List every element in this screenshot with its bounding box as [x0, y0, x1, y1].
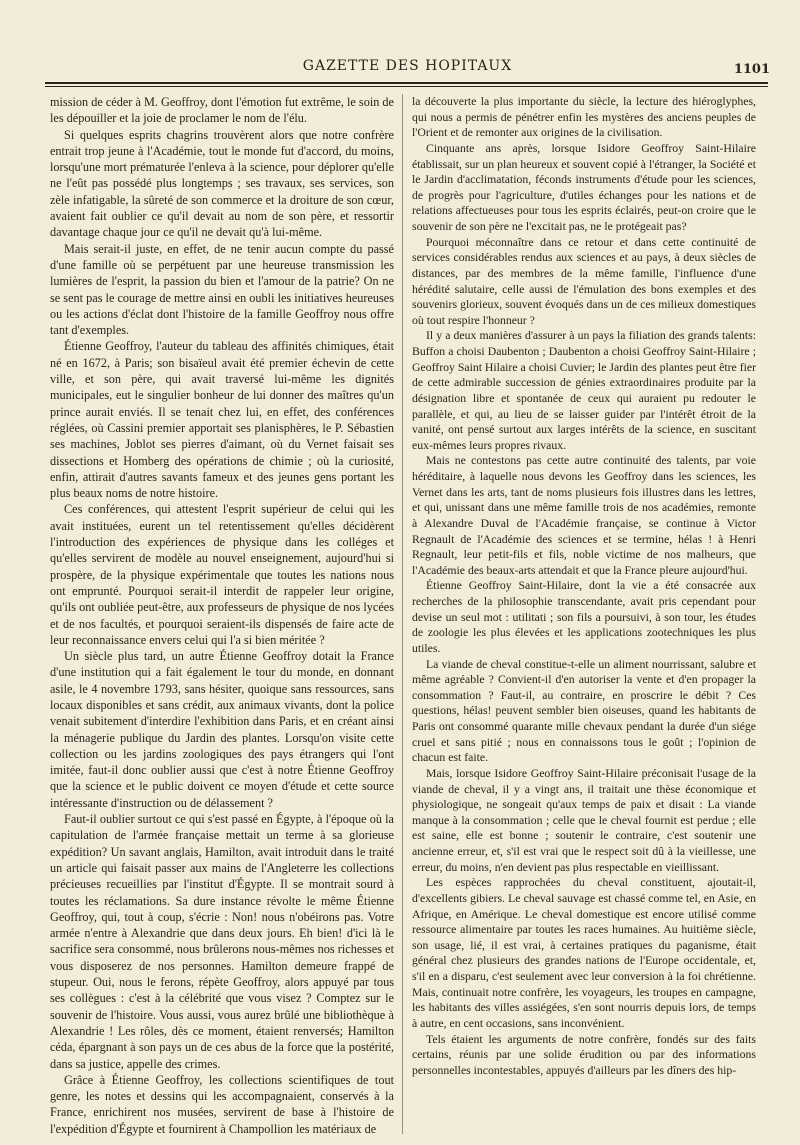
paragraph: Tels étaient les arguments de notre confrère, fondés sur des faits certains, réunis par une solide érudition ou par des informations personnelles incontestables, appuyés d'ailleurs par les dîners des hip-: [412, 1032, 756, 1077]
paragraph: Un siècle plus tard, un autre Étienne Geoffroy dotait la France d'une institution qui a fait également le tour du monde, en donnant asile, le 4 novembre 1793, sans hésiter, quoique sans ressources, sans locaux disponibles et sans crédit, aux animaux vivants, dont la police venait subitement d'interdire l'exhibition dans Paris, et en créant ainsi la ménagerie publique du Jardin des plantes. Lorsqu'on visite cette collection ou les jardins zoologiques des pays étrangers qui l'ont imitée, faut-il donc oublier aussi que c'est à notre Étienne Geoffroy que la science et le public doivent ce moyen d'étude et cette source intéressante d'instruction ou de délassement ?: [50, 649, 394, 810]
paragraph: Pourquoi méconnaître dans ce retour et dans cette continuité de services considérables rendus aux sciences et au pays, à deux siècles de distances, par des membres de la même famille, l'influence d'une hérédité salutaire, celle aussi de l'émulation des bons exemples et des souvenirs glorieux, souvent évoqués dans un de ces milieux domestiques où tout respire l'honneur ?: [412, 235, 756, 327]
column-divider: [402, 94, 403, 1134]
paragraph: la découverte la plus importante du siècle, la lecture des hiéroglyphes, qui nous a permis de pénétrer enfin les mystères des anciens peuples de l'Orient et de remonter aux origines de la civilisation.: [412, 95, 756, 140]
paragraph: mission de céder à M. Geoffroy, dont l'émotion fut extrême, le soin de les dépouiller et la joie de proclamer le nom de l'élu.: [50, 95, 394, 126]
paragraph: La viande de cheval constitue-t-elle un aliment nourrissant, salubre et même agréable ? Convient-il d'en autoriser la vente et d'en propager la consommation ? Faut-il, au contraire, en proscrire le débit ? Ces questions, hélas! peuvent sembler bien oiseuses, quand les habitants de Paris ont consommé quarante mille chevaux pendant la durée d'un siége cruel et sans pitié ; nous en connaissons tous le goût ; l'opinion de chacun est faite.: [412, 657, 756, 765]
left-column: [50, 94, 394, 1137]
paragraph: Il y a deux manières d'assurer à un pays la filiation des grands talents: Buffon a choisi Daubenton ; Daubenton a choisi Geoffroy Saint-Hilaire ; Geoffroy Saint Hilaire a choisi Cuvier; le Jardin des plantes peut être fier de cette admirable succession de génies extraordinaires produite par la désignation libre et spontanée de ceux qui auraient pu redouter le parallèle, et qui, au lieu de se laisser guider par l'intérêt étroit de la vanité, ont pensé surtout aux larges intérêts de la science, en suscitant eux-mêmes leurs propres rivaux.: [412, 329, 756, 452]
right-column: [412, 94, 756, 1078]
header-rule-thin: [45, 86, 768, 87]
page-header: [45, 58, 770, 80]
paragraph: Les espèces rapprochées du cheval constituent, ajoutait-il, d'excellents gibiers. Le cheval sauvage est chassé comme tel, en Asie, en Afrique, en Amérique. Le cheval domestique est encore utilisé comme ressource alimentaire par toutes les races humaines. Au huitième siècle, son usage, lié, il est vrai, à certaines pratiques du paganisme, était général chez plusieurs des grandes nations de l'Europe occidentale, et, s'il en a disparu, c'est seulement avec leur conversion à la foi chrétienne. Mais, continuait notre confrère, les voyageurs, les troupes en campagne, les habitants des villes assiégées, s'en sont nourris depuis lors, de temps à autre, en cent occasions, sans inconvénient.: [412, 876, 756, 1030]
header-rule-thick: [45, 82, 768, 84]
paragraph: Étienne Geoffroy, l'auteur du tableau des affinités chimiques, était né en 1672, à Paris; son bisaïeul avait été premier échevin de cette ville, et son père, qui avait traversé lui-même les dignités municipales, eut le singulier bonheur de lui donner des maîtres qu'un prince aurait enviés. Il se tenait chez lui, en effet, des conférences réglées, où Cassini premier apportait ses planisphères, le P. Sébastien ses machines, Joblot ses pierres d'aimant, où du Vernet faisait ses dissections et Homberg des opérations de chimie ; où la curiosité, enfin, attirait d'autres savants fameux et des jeunes gens portant les plus beaux noms de notre histoire.: [50, 339, 394, 501]
page-number: 1101: [733, 62, 770, 77]
paragraph: Si quelques esprits chagrins trouvèrent alors que notre confrère entrait trop jeune à l'Académie, tout le monde fut d'accord, du moins, lorsqu'une mort prématurée l'enleva à la science, pour déplorer qu'elle ne l'eût pas possédé plus longtemps ; ses travaux, ses services, son zèle infatigable, la sûreté de son commerce et la droiture de son cœur, avaient fait oublier ce qu'il devait au nom de son père, et ressortir davantage chaque jour ce qu'il ne devait qu'à lui-même.: [50, 127, 394, 240]
paragraph: Mais serait-il juste, en effet, de ne tenir aucun compte du passé d'une famille où se perpétuent par une heureuse transmission les lumières de l'esprit, la passion du bien et l'amour de la patrie? On ne se sent pas le courage de mettre ainsi en oubli les initiatives heureuses ou les actions d'éclat dont l'histoire de la famille Geoffroy nous offre tant d'exemples.: [50, 241, 394, 338]
paragraph: Mais ne contestons pas cette autre continuité des talents, par voie héréditaire, à laquelle nous devons les Geoffroy dans les sciences, les Vernet dans les arts, tant de noms plusieurs fois illustres dans les lettres, et qui, unissant dans une même famille trois de nos académies, remonte à Alexandre Duval de l'Académie française, se continue à Victor Regnault de l'Académie des sciences et se termine, hélas ! à Henri Regnault, leur petit-fils et fils, noble victime de nos malheurs, que l'Académie des beaux-arts attendait et que la France pleure aujourd'hui.: [412, 454, 756, 577]
paragraph: Mais, lorsque Isidore Geoffroy Saint-Hilaire préconisait l'usage de la viande de cheval, il y a vingt ans, il traitait une thèse économique et physiologique, ne songeait qu'aux temps de paix et disait : La viande manque à la consommation ; celle que le cheval fournit est perdue ; elle est saine, elle est bonne ; soutenir le contraire, c'est soutenir une ancienne erreur, et, s'il est vrai que le respect soit dû à la vieillesse, une erreur, du moins, n'en devient pas plus respectable en vieillissant.: [412, 766, 756, 874]
masthead-title: GAZETTE DES HOPITAUX: [302, 58, 513, 74]
paragraph: Ces conférences, qui attestent l'esprit supérieur de celui qui les avait instituées, eurent un tel retentissement qu'elles décidèrent l'introduction des expériences de physique dans les colléges et qu'elles servirent de modèle au nouvel enseignement, aujourd'hui si prospère, de la physique expérimentale que toutes les nations nous ont emprunté. Pourquoi serait-il interdit de rappeler leur origine, qu'ils ont oubliée peut-être, aux professeurs de physique de nos lycées et de nos facultés, et pourquoi seraient-ils dispensés de faire acte de leur reconnaissance envers celui qui l'a si bien méritée ?: [50, 502, 394, 647]
paragraph: Étienne Geoffroy Saint-Hilaire, dont la vie a été consacrée aux recherches de la philosophie transcendante, avait pris cependant pour devise un seul mot : utilitati ; son fils a poursuivi, à son tour, les études de zoologie les plus élevées et les applications zootechniques les plus utiles.: [412, 579, 756, 655]
paragraph: Grâce à Étienne Geoffroy, les collections scientifiques de tout genre, les notes et dessins qui les accompagnaient, conservés à la France, enrichirent nos musées, servirent de base à l'histoire de l'expédition d'Égypte et fournirent à Champollion les matériaux de: [50, 1072, 394, 1136]
paragraph: Cinquante ans après, lorsque Isidore Geoffroy Saint-Hilaire établissait, sur un plan heureux et souvent copié à l'étranger, la Société et le Jardin d'acclimatation, féconds instruments d'étude pour les sciences, de progrès pour l'agriculture, d'utiles échanges pour les nations et de relations affectueuses pour tous les esprits éclairés, peut-on croire que le souvenir de son père ne l'excitait pas, ne le protégeait pas?: [412, 141, 756, 233]
paragraph: Faut-il oublier surtout ce qui s'est passé en Égypte, à l'époque où la capitulation de l'armée française mettait un terme à sa glorieuse expédition? Un savant anglais, Hamilton, avait introduit dans le traité un article qui faisait passer aux mains de l'Angleterre les collections précieuses recueillies par l'institut d'Égypte. Il se montrait sourd à toutes les réclamations. Sa dure instance révolte le même Étienne Geoffroy, qui, tout à coup, s'écrie : Non! nous n'obéirons pas. Votre armée n'entre à Alexandrie que dans deux jours. Eh bien! d'ici là le sacrifice sera consommé, nous brûlerons nous-mêmes nos richesses et vous disposerez de nos personnes. Hamilton demeure frappé de stupeur. Oui, nous le ferons, répète Geoffroy, alors appuyé par tous ses collègues : c'est à la célébrité que vous visez ? Comptez sur le souvenir de l'histoire. Vous aussi, vous aurez brûlé une bibliothèque à Alexandrie ! Les rôles, dès ce moment, étaient renversés; Hamilton céda, épargnant à son pays un de ces abus de la force que la postérité, dans sa justice, appelle des crimes.: [50, 812, 394, 1071]
